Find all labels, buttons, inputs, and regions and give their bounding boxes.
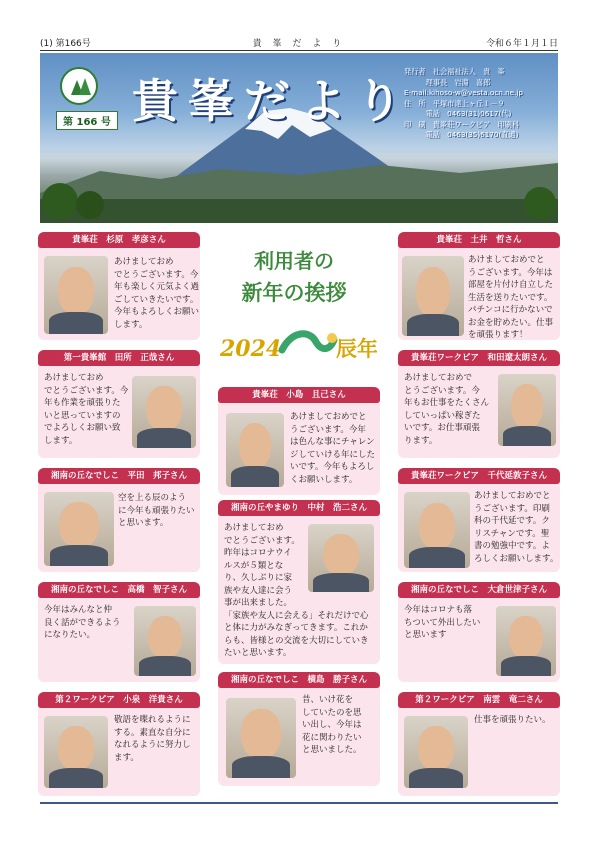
running-header [40, 36, 558, 48]
greeting-card [218, 500, 380, 664]
feature-year: 2024 [220, 336, 282, 362]
card-name: 湘南の丘なでしこ 平田 邦子さん [38, 468, 200, 484]
person-photo [404, 492, 470, 568]
greeting-card [218, 387, 380, 495]
card-name: 第２ワークピア 南雲 竜二さん [398, 692, 560, 708]
feature-line1: 利用者の [254, 249, 334, 273]
feature-zodiac: 辰年 [336, 336, 377, 361]
card-message: 空を上る辰のよう に今年も頑張りたい と思います。 [118, 493, 195, 528]
publisher-address: 住 所 平塚市達上ヶ丘１－９ [404, 98, 505, 108]
greeting-card [218, 672, 380, 786]
card-message: あけましておめ でとうございます。今 年も楽しく元気よく過 ごしていきたいです。 今年もよろしくお願い します。 [114, 257, 200, 330]
person-photo [226, 698, 296, 778]
card-message: 昔、いけ花を していたのを思 い出し、今年は 花に関わりたい と思いました。 [302, 695, 362, 755]
card-name: 湘南の丘なでしこ 横島 勝子さん [218, 672, 380, 688]
greeting-card [398, 350, 560, 458]
person-photo [226, 413, 284, 487]
card-name: 貴峯荘ワークピア 千代延敦子さん [398, 468, 560, 484]
card-message: あけましておめでと うございます。今年 は色んな事にチャレン ジしていける年にした いです。今年もよろし くお願いします。 [290, 412, 376, 485]
card-name: 湘南の丘なでしこ 大倉世津子さん [398, 582, 560, 598]
card-message: 敬語を喋れるように する。素直な自分に なれるように努力し ます。 [114, 715, 191, 763]
person-photo [402, 256, 464, 336]
card-message: あけましておめでと うございます。今年は 部屋を片付け自立した 生活を送りたいです。 パチンコに行かないで お金を貯めたい。仕事 を頑張ります！ [468, 255, 554, 340]
card-name: 貴峯荘ワークピア 和田遼太朗さん [398, 350, 560, 366]
greeting-card [38, 350, 200, 458]
greeting-card [398, 468, 560, 572]
card-message: 今年はコロナも落 ちついて外出したい と思います [404, 605, 481, 640]
dragon-icon [282, 333, 337, 350]
feature-line2: 新年の挨拶 [241, 280, 347, 305]
card-message: 仕事を頑張りたい。 [474, 715, 551, 725]
card-name: 貴峯荘 小島 且己さん [218, 387, 380, 403]
publisher-line: 発行者 社会福祉法人 貴 峯 [404, 67, 505, 76]
greeting-card [398, 232, 560, 340]
card-name: 湘南の丘なでしこ 高橋 智子さん [38, 582, 200, 598]
person-photo [44, 492, 114, 566]
card-name: 湘南の丘やまゆり 中村 浩二さん [218, 500, 380, 516]
issue-date: 令和６年１月１日 [485, 39, 558, 49]
greeting-card [38, 232, 200, 340]
masthead-banner [40, 53, 558, 223]
card-message: 今年はみんなと仲 良く話ができるよう になりたい。 [44, 605, 121, 640]
feature-title [212, 238, 377, 368]
greeting-card [38, 468, 200, 572]
person-photo [308, 524, 374, 592]
person-photo [132, 376, 196, 448]
person-photo [496, 606, 556, 676]
greeting-card [398, 582, 560, 682]
running-title: 貴 峯 だ よ り [252, 39, 346, 49]
footer-rule [40, 802, 558, 804]
card-message: あけましておめでと うございます。印刷 科の千代延です。ク リスチャンです。聖 書の勉強中です。よ ろしくお願いします。 [474, 491, 559, 564]
person-photo [498, 374, 556, 446]
issue-badge: 第 166 号 [56, 111, 118, 130]
card-name: 貴峯荘 杉原 孝彦さん [38, 232, 200, 248]
publisher-phone: 電話 0463(31)0617(代) [404, 109, 512, 118]
greeting-card [38, 692, 200, 796]
person-photo [44, 716, 108, 788]
person-photo [44, 256, 108, 334]
issue-number: (1) 第166号 [40, 39, 91, 49]
greeting-card [38, 582, 200, 682]
greeting-card [398, 692, 560, 796]
card-message: あけましておめ でとうございます。今 年も作業を頑張りた いと思っていますの でよろしくお願い致 します。 [44, 373, 129, 446]
card-name: 第一貴峯館 田所 正哉さん [38, 350, 200, 366]
person-photo [404, 716, 468, 788]
publisher-printer: 印 刷 貴峯荘ワークピア 印刷科 [404, 119, 520, 129]
card-message: あけましておめで とうございます。今 年もお仕事をたくさん していっぱい稼ぎた いです。お仕事頑張 ります。 [404, 373, 490, 446]
publisher-line: 理事長 岩淵 喜郎 [404, 77, 491, 87]
header-rule [40, 50, 558, 51]
person-photo [134, 606, 196, 676]
publisher-info [404, 67, 554, 141]
card-name: 貴峯荘 土井 哲さん [398, 232, 560, 248]
organization-logo [60, 67, 98, 105]
publisher-email: E-mail:kihoso-w@vesta.ocn.ne.jp [404, 88, 523, 97]
newsletter-title: 貴峯だより [132, 74, 412, 128]
card-name: 第２ワークピア 小泉 洋貴さん [38, 692, 200, 708]
card-message: あけましておめ でとうございます。 昨年はコロナウイ ルスが５類とな り、久しぶりに家 族や友人達に会う 事が出来ました。 「家族や友人に会える」それだけで心 と体に力がみなぎってきます。これか らも、皆様との交流を大切にしていき たいと思います。 [224, 523, 369, 658]
publisher-printer-phone: 電話 0463(35)6170(直通) [404, 130, 519, 139]
